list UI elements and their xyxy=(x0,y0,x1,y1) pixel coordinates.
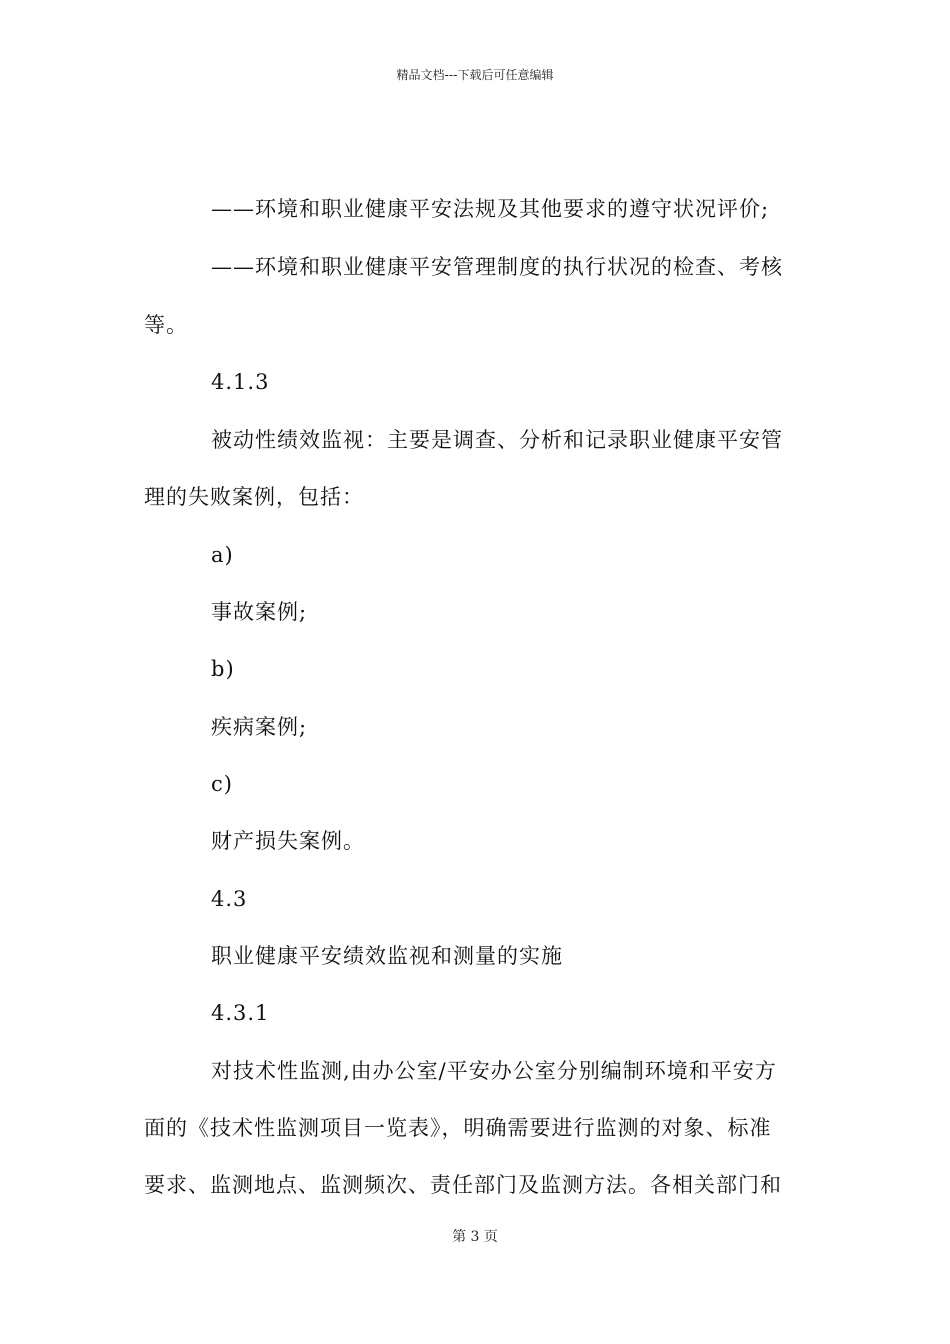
paragraph-line-18: 要求、监测地点、监测频次、责任部门及监测方法。各相关部门和 xyxy=(144,1173,782,1197)
section-number-4-3: 4.3 xyxy=(211,887,248,911)
list-item-c: 财产损失案例。 xyxy=(211,829,365,853)
list-item-a: 事故案例; xyxy=(211,600,308,624)
list-marker-c: c) xyxy=(211,772,233,796)
paragraph-line-5: 被动性绩效监视：主要是调查、分析和记录职业健康平安管 xyxy=(211,428,783,452)
paragraph-line-6: 理的失败案例，包括： xyxy=(144,485,364,509)
section-number-4-3-1: 4.3.1 xyxy=(211,1001,270,1025)
list-marker-a: a) xyxy=(211,543,234,567)
paragraph-line-3: 等。 xyxy=(144,313,188,337)
paragraph-line-2: ——环境和职业健康平安管理制度的执行状况的检查、考核 xyxy=(211,255,783,279)
section-heading: 职业健康平安绩效监视和测量的实施 xyxy=(211,944,563,968)
list-marker-b: b) xyxy=(211,657,235,681)
paragraph-line-17: 面的《技术性监测项目一览表》，明确需要进行监测的对象、标准 xyxy=(144,1116,772,1140)
page-header: 精品文档---下载后可任意编辑 xyxy=(396,68,554,82)
paragraph-line-1: ——环境和职业健康平安法规及其他要求的遵守状况评价; xyxy=(211,197,770,221)
page-number: 第 3 页 xyxy=(452,1229,498,1245)
list-item-b: 疾病案例; xyxy=(211,715,308,739)
paragraph-line-16: 对技术性监测,由办公室/平安办公室分别编制环境和平安方 xyxy=(211,1059,777,1083)
section-number-4-1-3: 4.1.3 xyxy=(211,370,270,394)
